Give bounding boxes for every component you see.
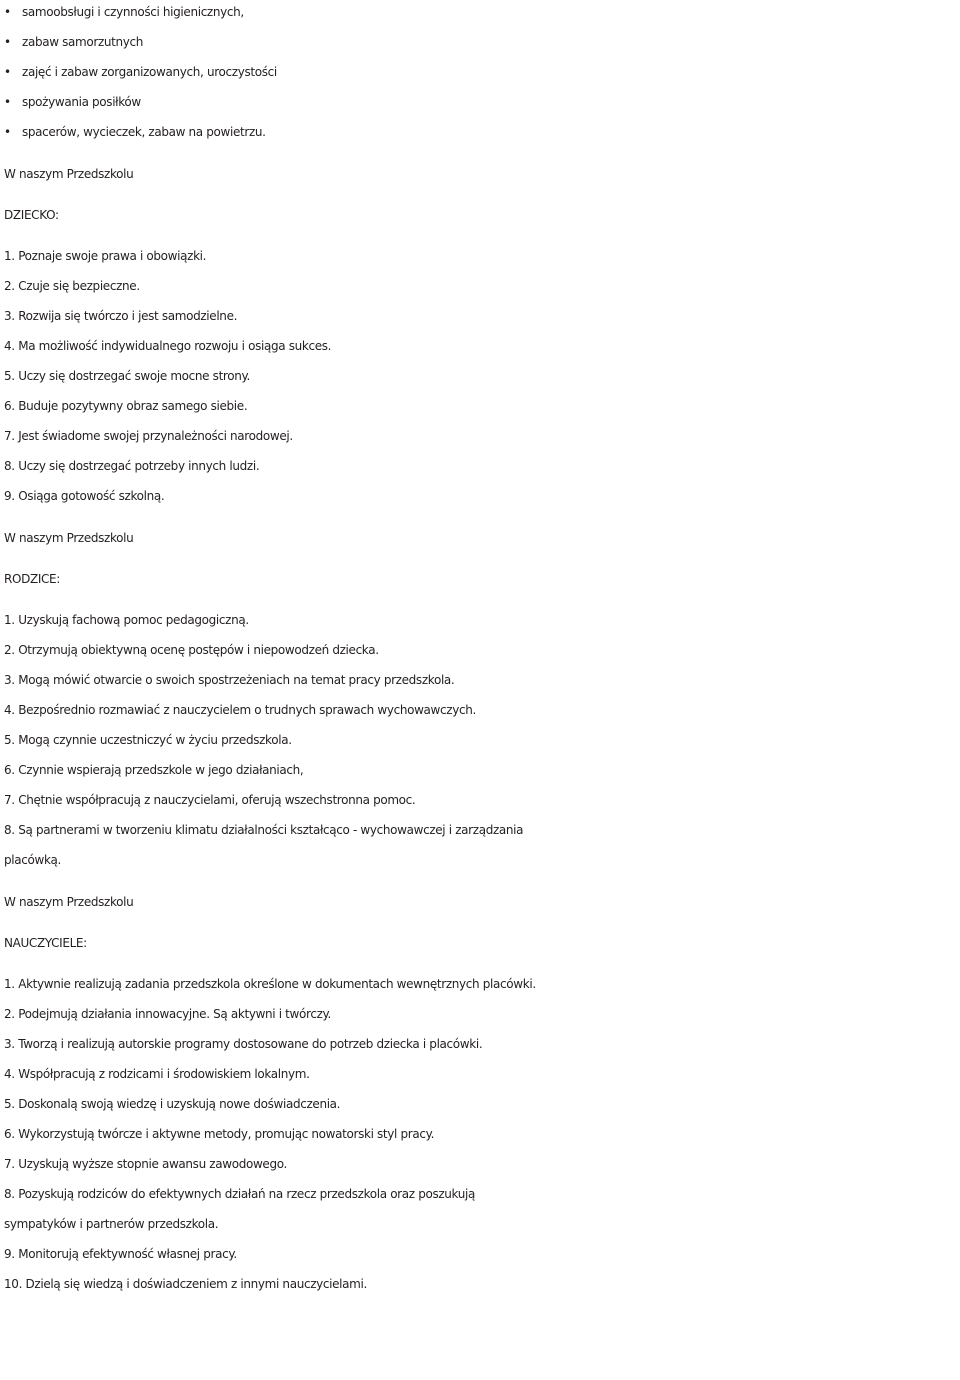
bullet-item: • zajęć i zabaw zorganizowanych, uroczystości [4, 57, 960, 87]
section-intro: W naszym Przedszkolu [4, 531, 134, 545]
section-intro: W naszym Przedszkolu [4, 167, 134, 181]
activity-bullet-list [4, 0, 960, 147]
bullet-mark: • [4, 125, 11, 139]
section-intro: W naszym Przedszkolu [4, 895, 134, 909]
section-heading-child: DZIECKO: [4, 208, 59, 222]
list-item: 2. Czuje się bezpieczne. [4, 279, 140, 293]
bullet-item: • samoobsługi i czynności higienicznych, [4, 0, 960, 27]
list-item: 1. Uzyskują fachową pomoc pedagogiczną. [4, 613, 249, 627]
list-item: 6. Wykorzystują twórcze i aktywne metody, promując nowatorski styl pracy. [4, 1127, 435, 1141]
bullet-item: • zabaw samorzutnych [4, 27, 960, 57]
list-item: 3. Tworzą i realizują autorskie programy dostosowane do potrzeb dziecka i placówki. [4, 1037, 483, 1051]
child-list [4, 241, 960, 511]
teachers-list [4, 969, 960, 1299]
list-item: 3. Rozwija się twórczo i jest samodzielne. [4, 309, 238, 323]
list-item: 7. Jest świadome swojej przynależności narodowej. [4, 429, 293, 443]
list-item: 8. Uczy się dostrzegać potrzeby innych ludzi. [4, 459, 260, 473]
list-item: 8. Pozyskują rodziców do efektywnych działań na rzecz przedszkola oraz poszukują [4, 1187, 476, 1201]
list-item: placówką. [4, 853, 62, 867]
list-item: 8. Są partnerami w tworzeniu klimatu działalności kształcąco - wychowawczej i zarządzania [4, 823, 524, 837]
list-item: 7. Chętnie współpracują z nauczycielami, oferują wszechstronna pomoc. [4, 793, 416, 807]
list-item: 6. Buduje pozytywny obraz samego siebie. [4, 399, 248, 413]
list-item: 10. Dzielą się wiedzą i doświadczeniem z innymi nauczycielami. [4, 1277, 367, 1291]
list-item: 9. Monitorują efektywność własnej pracy. [4, 1247, 237, 1261]
list-item: 4. Współpracują z rodzicami i środowiskiem lokalnym. [4, 1067, 310, 1081]
section-heading-parents: RODZICE: [4, 572, 60, 586]
bullet-item: • spożywania posiłków [4, 87, 960, 117]
section-heading-teachers: NAUCZYCIELE: [4, 936, 87, 950]
bullet-mark: • [4, 95, 11, 109]
list-item: 4. Ma możliwość indywidualnego rozwoju i osiąga sukces. [4, 339, 332, 353]
bullet-mark: • [4, 35, 11, 49]
list-item: 5. Doskonalą swoją wiedzę i uzyskują nowe doświadczenia. [4, 1097, 341, 1111]
list-item: 4. Bezpośrednio rozmawiać z nauczycielem o trudnych sprawach wychowawczych. [4, 703, 476, 717]
list-item: 9. Osiąga gotowość szkolną. [4, 489, 165, 503]
list-item: 1. Poznaje swoje prawa i obowiązki. [4, 249, 207, 263]
bullet-mark: • [4, 5, 11, 19]
list-item: 3. Mogą mówić otwarcie o swoich spostrzeżeniach na temat pracy przedszkola. [4, 673, 455, 687]
list-item: 6. Czynnie wspierają przedszkole w jego działaniach, [4, 763, 304, 777]
list-item: 2. Podejmują działania innowacyjne. Są aktywni i twórczy. [4, 1007, 332, 1021]
bullet-mark: • [4, 65, 11, 79]
parents-list [4, 605, 960, 875]
list-item: 1. Aktywnie realizują zadania przedszkola określone w dokumentach wewnętrznych placówki. [4, 977, 536, 991]
list-item: 2. Otrzymują obiektywną ocenę postępów i niepowodzeń dziecka. [4, 643, 379, 657]
list-item: 7. Uzyskują wyższe stopnie awansu zawodowego. [4, 1157, 287, 1171]
list-item: 5. Mogą czynnie uczestniczyć w życiu przedszkola. [4, 733, 292, 747]
list-item: 5. Uczy się dostrzegać swoje mocne strony. [4, 369, 251, 383]
bullet-item: • spacerów, wycieczek, zabaw na powietrzu. [4, 117, 960, 147]
list-item: sympatyków i partnerów przedszkola. [4, 1217, 219, 1231]
